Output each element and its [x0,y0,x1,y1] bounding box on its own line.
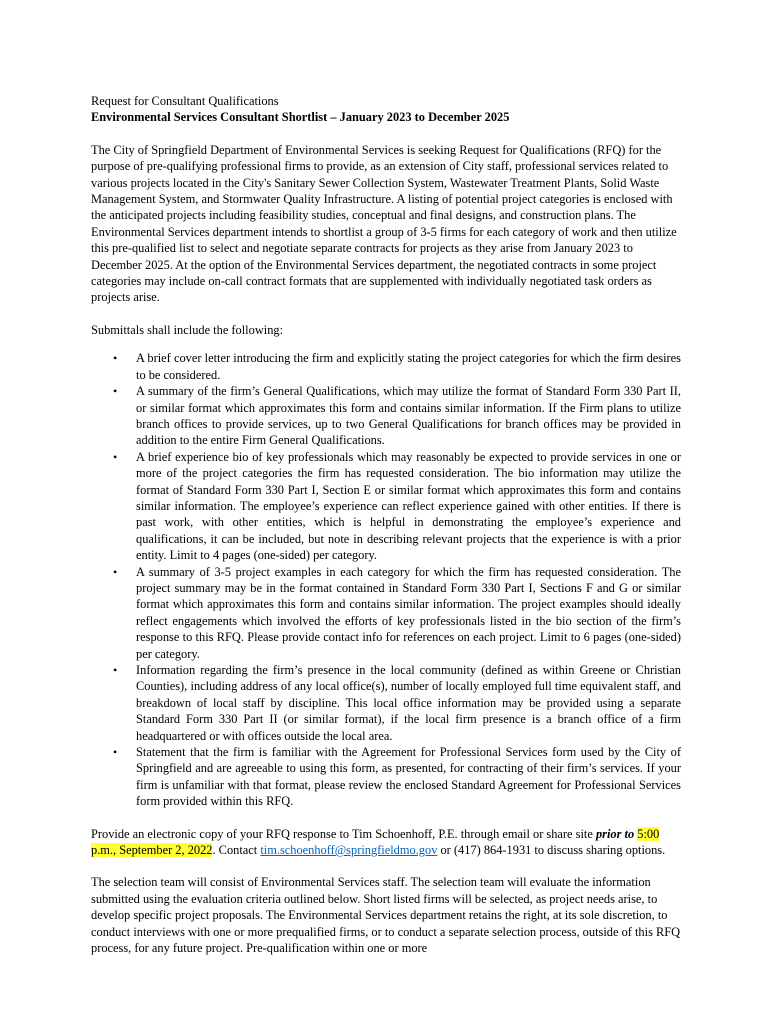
phone-text: or (417) 864-1931 to discuss sharing options. [437,843,666,858]
rfq-title: Request for Consultant Qualifications [91,94,279,108]
rfq-subtitle: Environmental Services Consultant Shortlist – January 2023 to December 2025 [91,110,510,125]
list-item: • Statement that the firm is familiar with the Agreement for Professional Services form used by the City of Springfield and are agreeable to using this form, as presented, for contracting of their firm’s services. If your firm is unfamiliar with that format, please review the enclosed Standard Agreement for Professional Services form provided within this RFQ. [91,744,681,810]
document-page [91,93,681,957]
email-link[interactable]: tim.schoenhoff@springfieldmo.gov [260,843,438,858]
list-item: • Information regarding the firm’s presence in the local community (defined as within Greene or Christian Counties), including address of any local office(s), number of locally employed full time equivalent staff, and breakdown of local staff by discipline. This local office information may be provided using a separate Standard Form 330 Part II (or similar format), if the local firm presence is a branch office of a firm headquartered or with offices outside the local area. [91,662,681,744]
list-item: • A brief experience bio of key professionals which may reasonably be expected to provide services in one or more of the project categories the firm has requested consideration. The bio information may utilize the format of Standard Form 330 Part I, Section E or similar format which approximates this form and contains similar information. The employee’s experience can reflect experience gained with other entities. If there is past work, with other entities, which is helpful in demonstrating the employee’s experience and qualifications, it can be included, but note in describing relevant projects that the experience is with a prior entity. Limit to 4 pages (one-sided) per category. [91,449,681,564]
prior-to-text: prior to [595,826,635,841]
intro-paragraph: The City of Springfield Department of Environmental Services is seeking Request for Qualifications (RFQ) for the purpose of pre-qualifying professional firms to provide, as an extension of City staff, professional services related to various projects located in the City's Sanitary Sewer Collection System, Wastewater Treatment Plants, Solid Waste Management System, and Stormwater Quality Infrastructure. A listing of potential project categories is enclosed with the anticipated projects including feasibility studies, conceptual and final designs, and construction plans. The Environmental Services department intends to shortlist a group of 3-5 firms for each category of work and then utilize this pre-qualified list to select and negotiate separate contracts for projects as they arise from January 2023 to December 2025. At the option of the Environmental Services department, the negotiated contracts in some project categories may include on-call contract formats that are supplemented with individually negotiated task orders as projects arise. [91,142,677,305]
list-item: • A brief cover letter introducing the firm and explicitly stating the project categories for which the firm desires to be considered. [91,350,681,383]
list-item: • A summary of 3-5 project examples in each category for which the firm has requested consideration. The project summary may be in the format contained in Standard Form 330 Part I, Sections F and G or similar format which approximates this form and contains similar information. The project examples should ideally reflect engagements which involved the efforts of key professionals listed in the bio section of the firm’s response to this RFQ. Please provide contact info for references on each project. Limit to 6 pages (one-sided) per category. [91,564,681,662]
list-item: • A summary of the firm’s General Qualifications, which may utilize the format of Standard Form 330 Part II, or similar format which approximates this form and contains similar information. If the Firm plans to utilize branch offices to provide services, up to two General Qualifications for branch offices may be provided in addition to the entire Firm General Qualifications. [91,383,681,449]
selection-paragraph: The selection team will consist of Environmental Services staff. The selection team will evaluate the information submitted using the evaluation criteria outlined below. Short listed firms will be selected, as project needs arise, to develop specific project proposals. The Environmental Services department retains the right, at its sole discretion, to conduct interviews with one or more prequalified firms, or to conduct a separate selection process, outside of this RFQ process, for any future project. Pre-qualification within one or more [91,875,681,956]
submission-text: Provide an electronic copy of your RFQ response to Tim Schoenhoff, P.E. through email or share site [91,826,596,841]
contact-text: . Contact [212,843,261,858]
submittals-list [91,350,681,809]
deadline-highlight: 5:00 p.m., September 2, 2022 [91,826,660,858]
submittals-heading: Submittals shall include the following: [91,322,284,337]
submission-paragraph [91,826,681,859]
